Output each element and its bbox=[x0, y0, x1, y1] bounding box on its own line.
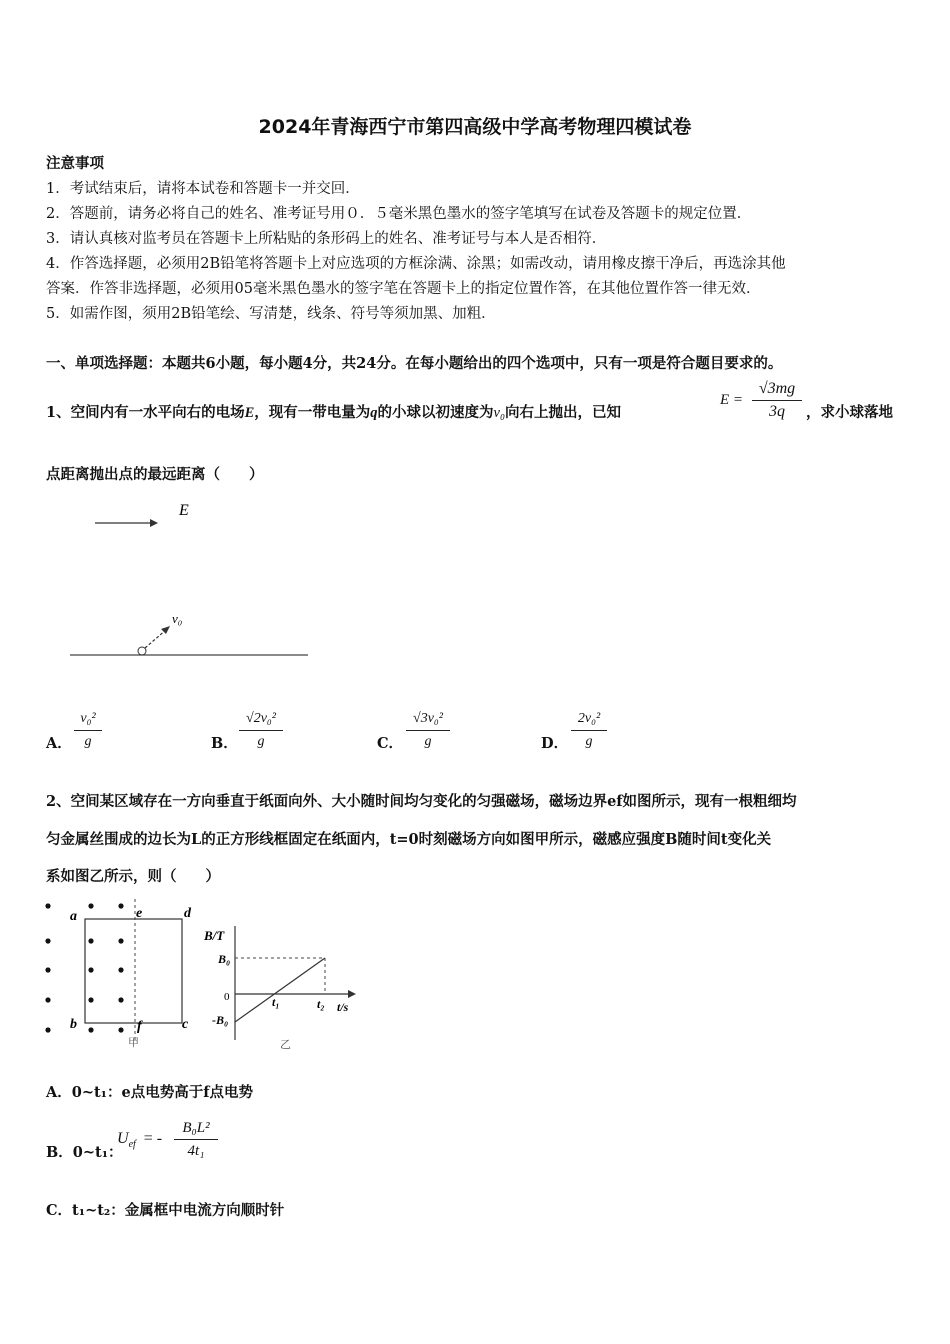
notice-item: 1．考试结束后，请将本试卷和答题卡一并交回． bbox=[46, 181, 360, 197]
option-c-formula[interactable]: $\frac{\text{√3v₀²}}{g}$ bbox=[406, 708, 450, 753]
label-e: e bbox=[136, 906, 143, 921]
question-1-figure bbox=[60, 495, 320, 665]
question-2-stem-line3: 系如图乙所示，则（ ） bbox=[46, 868, 220, 885]
figure-yi-caption: 乙 bbox=[280, 1038, 291, 1051]
tick-neg-B0: -B₀ bbox=[212, 1013, 229, 1027]
figure-yi-graph bbox=[200, 922, 360, 1052]
option-c-label[interactable]: C． bbox=[377, 735, 404, 752]
formula-E-fraction: $\frac{√3mg}{3q}$ bbox=[752, 378, 802, 423]
section-heading: 一、单项选择题：本题共6小题，每小题4分，共24分。在每小题给出的四个选项中，只有一项是符合题目要求的。 bbox=[46, 355, 783, 372]
B-t-line bbox=[235, 958, 325, 1022]
tick-B0: B₀ bbox=[218, 952, 231, 966]
option-d-formula[interactable]: $\frac{\text{2v₀²}}{g}$ bbox=[571, 708, 607, 753]
velocity-arrow bbox=[145, 629, 167, 648]
option-b-formula[interactable]: $U_{ef}$ = - bbox=[117, 1130, 163, 1151]
notice-heading: 注意事项 bbox=[46, 155, 104, 172]
option-b-label[interactable]: B． bbox=[211, 735, 238, 752]
tick-t2: t₂ bbox=[317, 997, 325, 1011]
question-2-stem-line1: 2、空间某区域存在一方向垂直于纸面向外、大小随时间均匀变化的匀强磁场，磁场边界ef如图所示，现有一根粗细均 bbox=[46, 793, 797, 810]
question-2-stem-line2: 匀金属丝围成的边长为L的正方形线框固定在纸面内，t=0时刻磁场方向如图甲所示，磁感应强度B随时间t变化关 bbox=[46, 831, 772, 848]
option-d-label[interactable]: D． bbox=[541, 735, 569, 752]
label-a: a bbox=[70, 909, 77, 924]
notice-item: 5．如需作图，须用2B铅笔绘、写清楚，线条、符号等须加黑、加粗． bbox=[46, 306, 496, 322]
label-d: d bbox=[184, 906, 191, 921]
option-c[interactable]: C．t₁~t₂：金属框中电流方向顺时针 bbox=[46, 1202, 285, 1219]
field-arrow-head bbox=[150, 519, 158, 527]
notice-item: 答案．作答非选择题，必须用05毫米黑色墨水的签字笔在答题卡上的指定位置作答，在其他位置作答一律无效． bbox=[46, 281, 761, 297]
x-axis-arrow bbox=[348, 990, 356, 998]
ball bbox=[138, 647, 146, 655]
notice-item: 4．作答选择题，必须用2B铅笔将答题卡上对应选项的方框涂满、涂黑；如需改动，请用橡皮擦干净后，再选涂其他 bbox=[46, 256, 786, 272]
option-b-formula[interactable]: $\frac{\text{√2v₀²}}{g}$ bbox=[239, 708, 283, 753]
velocity-arrow-head bbox=[161, 626, 170, 634]
option-a[interactable]: A．0~t₁：e点电势高于f点电势 bbox=[46, 1084, 253, 1101]
tick-zero: 0 bbox=[224, 991, 230, 1003]
option-a-label[interactable]: A． bbox=[46, 735, 72, 752]
velocity-label: v₀ bbox=[172, 611, 183, 626]
tick-t1: t₁ bbox=[272, 995, 280, 1009]
option-b-fraction[interactable]: $\frac{\text{B₀L²}}{\text{4t₁}}$ bbox=[174, 1117, 218, 1162]
notice-item: 3．请认真核对监考员在答题卡上所粘贴的条形码上的姓名、准考证号与本人是否相符． bbox=[46, 231, 607, 247]
page-title: 2024年青海西宁市第四高级中学高考物理四模试卷 bbox=[258, 116, 692, 138]
question-1-stem-line2: 点距离抛出点的最远距离（ ） bbox=[46, 466, 264, 483]
question-1-stem: 1、空间内有一水平向右的电场E，现有一带电量为q的小球以初速度为v₀向右上抛出，已知 bbox=[46, 404, 621, 421]
axis-y-label: B/T bbox=[204, 928, 225, 943]
notice-item: 2．答题前，请务必将自己的姓名、准考证号用０．５毫米黑色墨水的签字笔填写在试卷及答题卡的规定位置． bbox=[46, 206, 752, 222]
option-b-label[interactable]: B．0~t₁： bbox=[46, 1144, 123, 1161]
formula-E-lhs: E = bbox=[720, 392, 744, 408]
label-b: b bbox=[70, 1017, 77, 1032]
label-f: f bbox=[137, 1019, 142, 1034]
field-E-label: E bbox=[179, 502, 189, 519]
question-1-stem-end: ，求小球落地 bbox=[806, 404, 893, 421]
figure-jia bbox=[40, 895, 210, 1053]
square-frame bbox=[85, 919, 182, 1023]
label-c: c bbox=[182, 1017, 189, 1032]
figure-jia-caption: 甲 bbox=[128, 1036, 139, 1049]
axis-x-label: t/s bbox=[337, 1000, 349, 1014]
option-a-formula[interactable]: $\frac{\text{v₀²}}{g}$ bbox=[74, 708, 102, 753]
